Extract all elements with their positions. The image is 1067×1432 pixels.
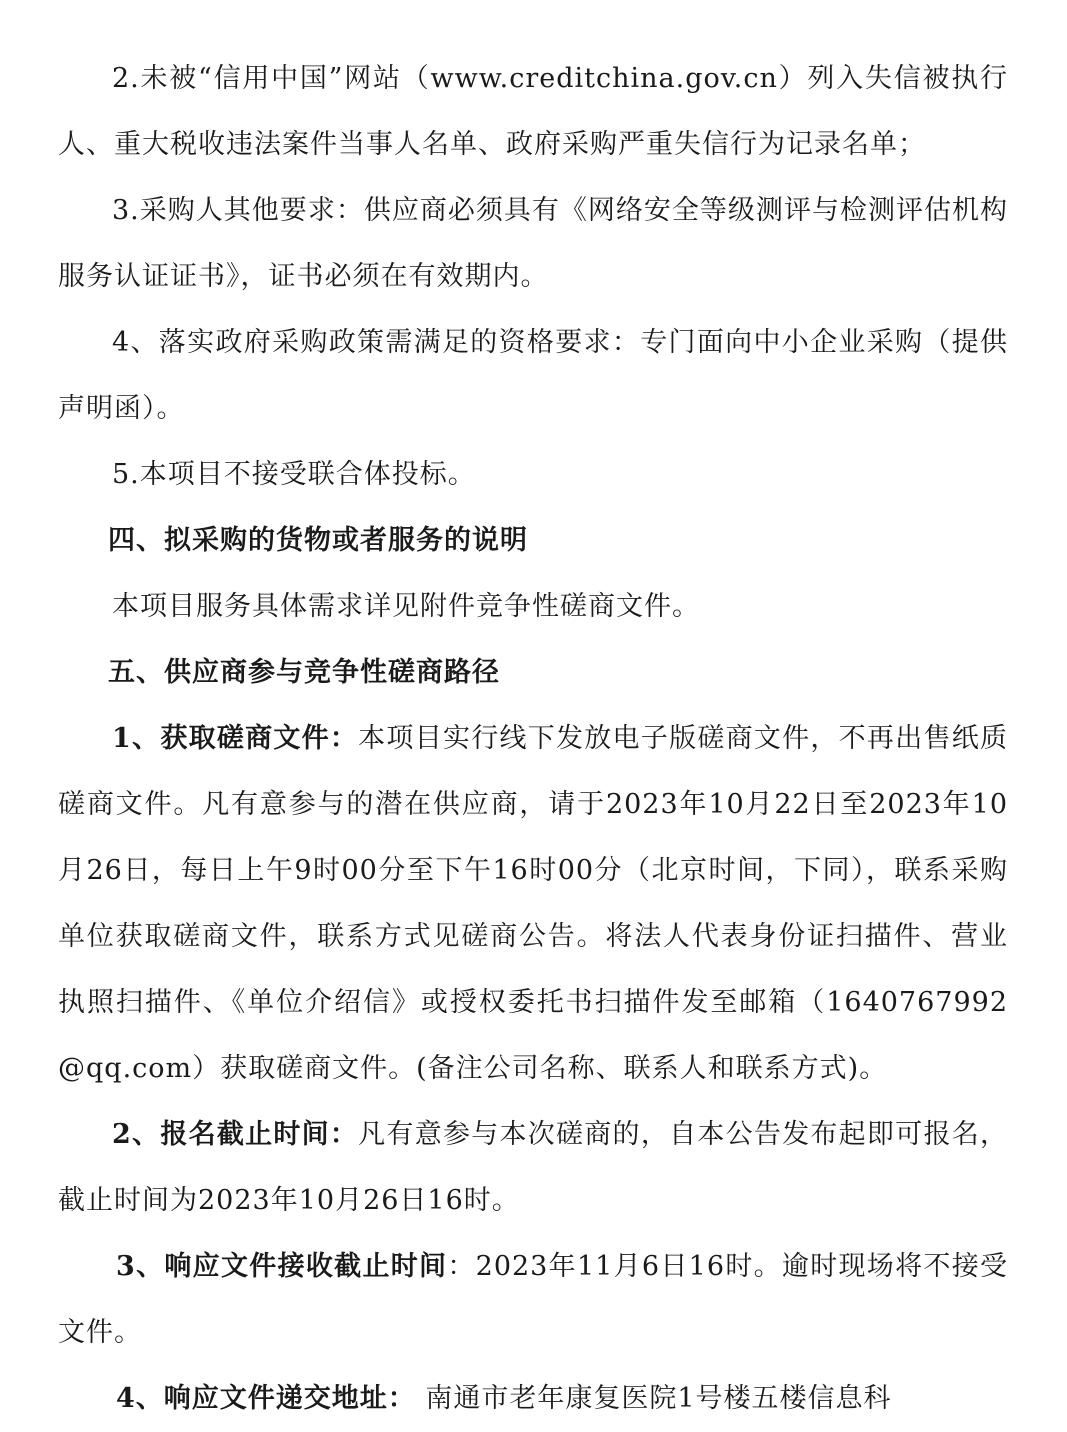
item-3-text: ：2023年11月6日16时。逾时现场将不接受文件。: [58, 1251, 1008, 1348]
section-4-heading: 四、拟采购的货物或者服务的说明: [108, 525, 528, 556]
paragraph-requirement-2: 2.未被“信用中国”网站（www.creditchina.gov.cn）列入失信被执行人、重大税收违法案件当事人名单、政府采购严重失信行为记录名单；: [58, 63, 1008, 160]
item-4-lead: 4、响应文件递交地址：: [116, 1383, 416, 1414]
item-3-lead: 3、响应文件接收截止时间: [116, 1251, 448, 1282]
item-4-text: 南通市老年康复医院1号楼五楼信息科: [415, 1383, 892, 1414]
paragraph-requirement-3: 3.采购人其他要求：供应商必须具有《网络安全等级测评与检测评估机构服务认证证书》，证书必须在有效期内。: [58, 195, 1008, 292]
item-2-lead: 2、报名截止时间：: [112, 1119, 359, 1150]
item-1-text: 本项目实行线下发放电子版磋商文件，不再出售纸质磋商文件。凡有意参与的潜在供应商，请于2023年10月22日至2023年10月26日，每日上午9时00分至下午16时00分（北京时间，下同），联系采购单位获取磋商文件，联系方式见磋商公告。将法人代表身份证扫描件、营业执照扫描件、《单位介绍信》或授权委托书扫描件发至邮箱（1640767992@qq.com）获取磋商文件。(备注公司名称、联系人和联系方式)。: [58, 723, 1008, 1084]
document-page: [58, 46, 1008, 1432]
paragraph-requirement-5: 5.本项目不接受联合体投标。: [112, 459, 476, 490]
section-5-item-1: [58, 706, 1008, 1102]
item-2-text: 凡有意参与本次磋商的，自本公告发布起即可报名，截止时间为2023年10月26日16时。: [58, 1119, 1008, 1216]
section-5-item-3: [58, 1234, 1008, 1366]
section-5-item-4: [58, 1366, 1008, 1432]
item-1-lead: 1、获取磋商文件：: [112, 723, 359, 754]
section-4-body: 本项目服务具体需求详见附件竞争性磋商文件。: [112, 591, 700, 622]
paragraph-requirement-4: 4、落实政府采购政策需满足的资格要求：专门面向中小企业采购（提供声明函）。: [58, 327, 1008, 424]
section-5-item-2: [58, 1102, 1008, 1234]
section-5-heading: 五、供应商参与竞争性磋商路径: [108, 657, 500, 688]
